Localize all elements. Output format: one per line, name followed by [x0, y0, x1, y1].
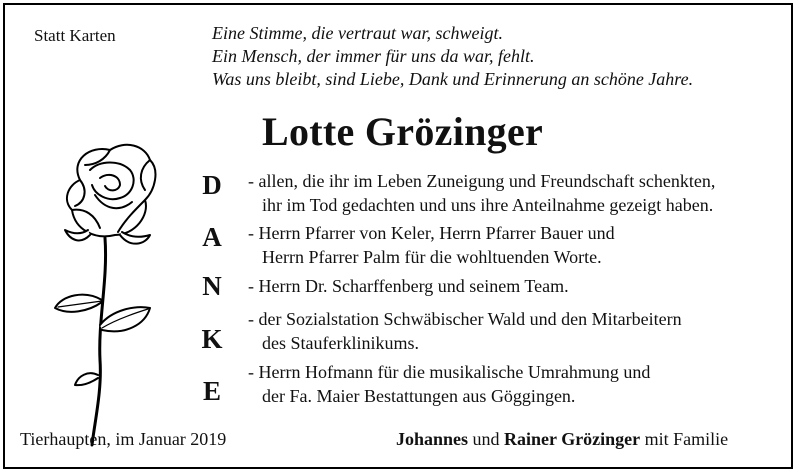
- thanks-line: - Herrn Pfarrer von Keler, Herrn Pfarrer Bauer und: [248, 223, 615, 243]
- danke-letter-n: N: [202, 271, 222, 301]
- thanks-line: - allen, die ihr im Leben Zuneigung und Freundschaft schenkten,: [248, 171, 716, 191]
- thanks-line: der Fa. Maier Bestattungen aus Göggingen.: [262, 386, 576, 406]
- thanks-line: ihr im Tod gedachten und uns ihre Anteilnahme gezeigt haben.: [262, 195, 714, 215]
- poem-line: Ein Mensch, der immer für uns da war, fehlt.: [212, 46, 535, 66]
- thanks-line: des Stauferklinikums.: [262, 333, 419, 353]
- signer-name-1: Johannes: [396, 429, 469, 449]
- poem: [212, 22, 693, 91]
- rose-icon: [50, 140, 180, 450]
- thanks-item: [248, 221, 615, 269]
- poem-line: Eine Stimme, die vertraut war, schweigt.: [212, 23, 503, 43]
- poem-line: Was uns bleibt, sind Liebe, Dank und Erinnerung an schöne Jahre.: [212, 69, 694, 89]
- signer-name-2: Rainer Grözinger: [504, 429, 641, 449]
- thanks-line: Herrn Pfarrer Palm für die wohltuenden Worte.: [262, 247, 602, 267]
- danke-letter-a: A: [202, 222, 222, 252]
- danke-letter-d: D: [202, 170, 222, 200]
- thanks-item: [248, 169, 715, 217]
- danke-letter-k: K: [201, 324, 223, 354]
- deceased-name: Lotte Grözinger: [262, 109, 544, 154]
- family-signature: [396, 429, 728, 450]
- place-date: Tierhaupten, im Januar 2019: [20, 429, 227, 449]
- thanks-item: [248, 360, 650, 408]
- thanks-line: - Herrn Hofmann für die musikalische Umrahmung und: [248, 362, 651, 382]
- danke-letter-e: E: [202, 376, 221, 406]
- thanks-line: - Herrn Dr. Scharffenberg und seinem Team.: [248, 276, 569, 296]
- signer-conjunction: und: [468, 429, 505, 449]
- signer-suffix: mit Familie: [640, 429, 729, 449]
- thanks-item: [248, 307, 682, 355]
- thanks-item: [248, 274, 569, 298]
- thanks-line: - der Sozialstation Schwäbischer Wald und den Mitarbeitern: [248, 309, 682, 329]
- statt-karten-label: Statt Karten: [34, 26, 116, 45]
